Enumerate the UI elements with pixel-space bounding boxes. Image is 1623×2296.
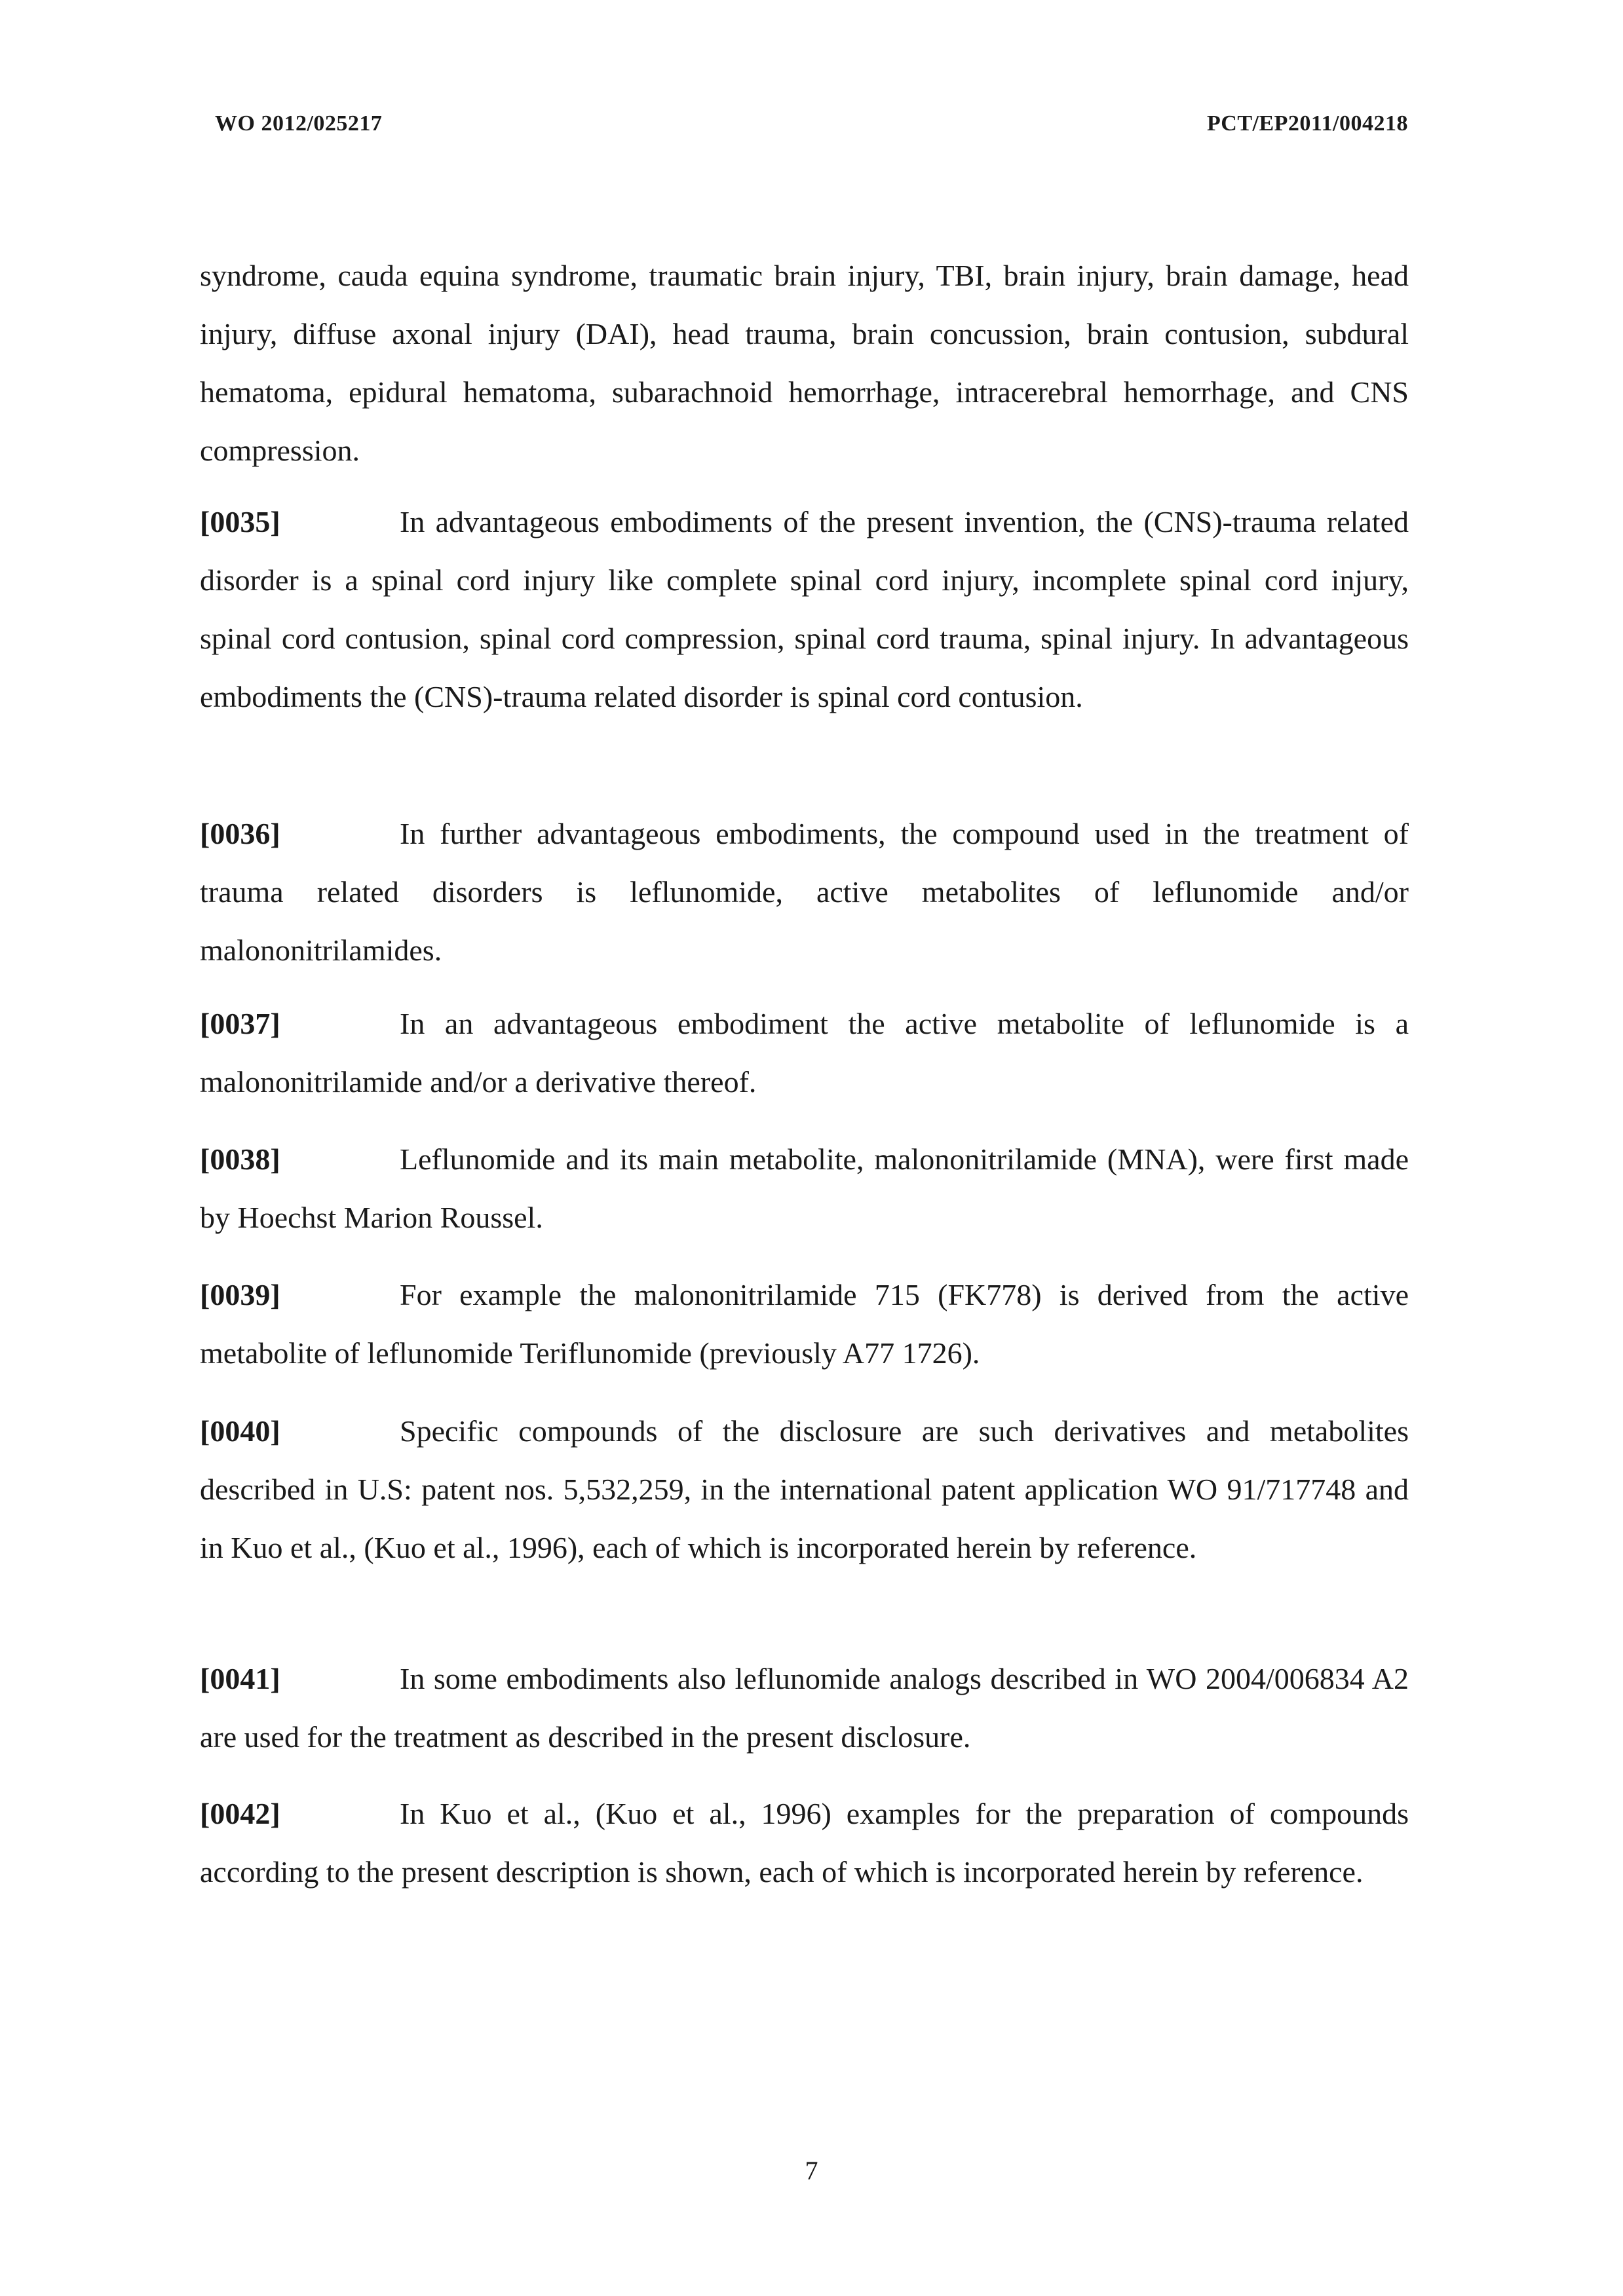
- paragraph-text: In some embodiments also leflunomide analogs described in WO 2004/006834 A2 are used for the treatment as described in the present disclosure.: [200, 1662, 1409, 1754]
- paragraph-0036: [200, 804, 1409, 979]
- paragraph-0039: [200, 1266, 1409, 1382]
- paragraph-number: [0039]: [200, 1278, 280, 1311]
- paragraph-text: In Kuo et al., (Kuo et al., 1996) examples for the preparation of compounds according to the present description is shown, each of which is incorporated herein by reference.: [200, 1797, 1409, 1889]
- paragraph-text: In advantageous embodiments of the present invention, the (CNS)-trauma related disorder is a spinal cord injury like complete spinal cord injury, incomplete spinal cord injury, spinal cord contusion, spinal cord compression, spinal cord trauma, spinal injury. In advantageous embodiments the (CNS)-trauma related disorder is spinal cord contusion.: [200, 505, 1409, 713]
- paragraph-text: In further advantageous embodiments, the compound used in the treatment of trauma related disorders is leflunomide, active metabolites of leflunomide and/or malononitrilamides.: [200, 817, 1409, 967]
- paragraph-text: For example the malononitrilamide 715 (FK778) is derived from the active metabolite of leflunomide Teriflunomide (previously A77 1726).: [200, 1278, 1409, 1370]
- paragraph-0042: [200, 1784, 1409, 1901]
- paragraph-text: Leflunomide and its main metabolite, malononitrilamide (MNA), were first made by Hoechst Marion Roussel.: [200, 1142, 1409, 1234]
- paragraph-number: [0035]: [200, 505, 280, 538]
- paragraph-number: [0037]: [200, 1007, 280, 1040]
- paragraph-0041: [200, 1649, 1409, 1766]
- paragraph-0035: [200, 493, 1409, 726]
- paragraph-number: [0040]: [200, 1414, 280, 1448]
- paragraph-0037: [200, 994, 1409, 1111]
- paragraph-text: In an advantageous embodiment the active metabolite of leflunomide is a malononitrilamide and/or a derivative thereof.: [200, 1007, 1409, 1099]
- paragraph-number: [0041]: [200, 1662, 280, 1695]
- paragraph-0038: [200, 1130, 1409, 1247]
- publication-number: WO 2012/025217: [215, 111, 383, 136]
- paragraph-0040: [200, 1402, 1409, 1577]
- paragraph-number: [0036]: [200, 817, 280, 850]
- paragraph-number: [0042]: [200, 1797, 280, 1830]
- paragraph-text: Specific compounds of the disclosure are such derivatives and metabolites described in U.S: patent nos. 5,532,259, in the international patent application WO 91/717748 and in Kuo et al., (Kuo et al., 1996), each of which is incorporated herein by reference.: [200, 1414, 1409, 1564]
- paragraph-number: [0038]: [200, 1142, 280, 1176]
- page-number: 7: [805, 2156, 818, 2185]
- application-number: PCT/EP2011/004218: [1207, 111, 1408, 136]
- continuation-text: syndrome, cauda equina syndrome, traumatic brain injury, TBI, brain injury, brain damage, head injury, diffuse axonal injury (DAI), head trauma, brain concussion, brain contusion, subdural hematoma, epidural hematoma, subarachnoid hemorrhage, intracerebral hemorrhage, and CNS compression.: [200, 259, 1409, 467]
